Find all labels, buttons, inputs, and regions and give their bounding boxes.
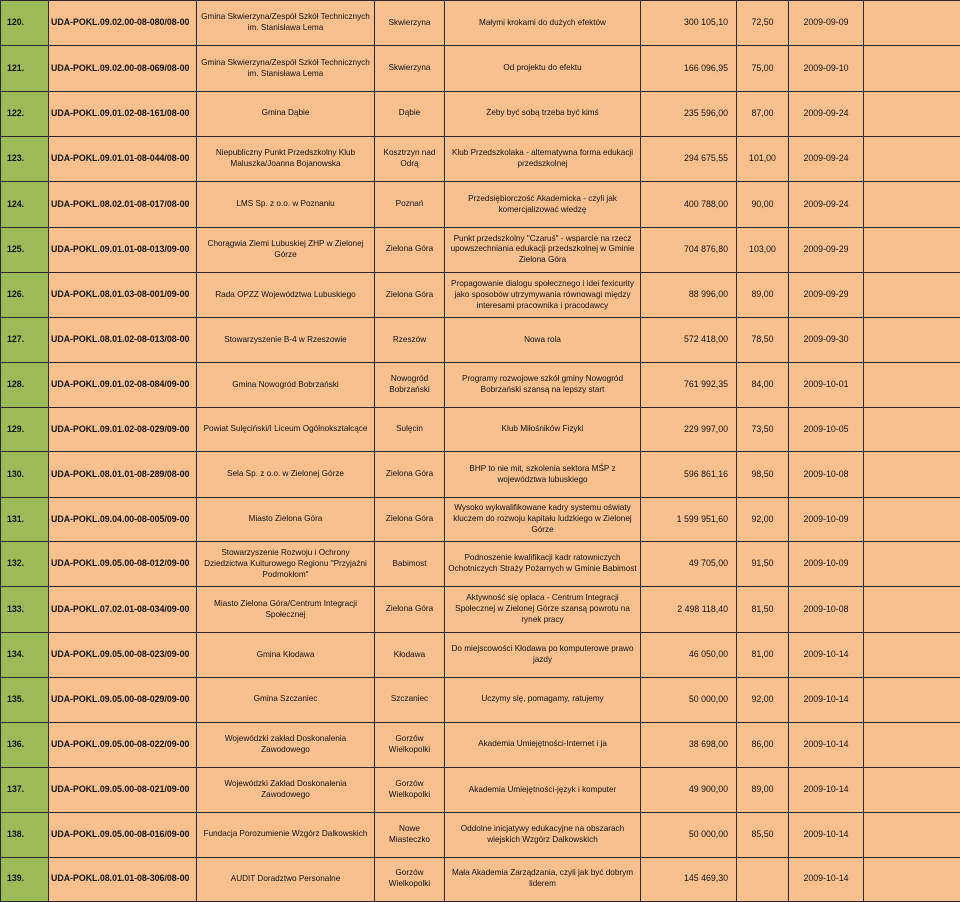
beneficiary-place: Nowe Miasteczko	[375, 813, 445, 857]
row-number: 121.	[1, 46, 49, 91]
beneficiary-place: Rzeszów	[375, 318, 445, 362]
signing-date: 2009-10-14	[789, 767, 864, 812]
row-number: 125.	[1, 227, 49, 272]
beneficiary-place: Zielona Góra	[375, 587, 445, 632]
score-value: 81,50	[737, 587, 789, 632]
agreement-number: UDA-POKL.08.01.01-08-306/08-00	[49, 857, 197, 901]
table-row	[1, 722, 960, 767]
signing-date: 2009-09-09	[789, 1, 864, 46]
table-row	[1, 497, 960, 541]
row-number: 131.	[1, 497, 49, 541]
score-value	[737, 857, 789, 901]
agreement-number: UDA-POKL.09.04.00-08-005/09-00	[49, 497, 197, 541]
empty-cell	[864, 767, 960, 812]
agreement-number: UDA-POKL.09.05.00-08-023/09-00	[49, 632, 197, 677]
empty-cell	[864, 587, 960, 632]
empty-cell	[864, 318, 960, 362]
score-value: 101,00	[737, 137, 789, 182]
agreement-number: UDA-POKL.09.01.01-08-013/09-00	[49, 227, 197, 272]
empty-cell	[864, 632, 960, 677]
row-number: 139.	[1, 857, 49, 901]
agreement-number: UDA-POKL.09.01.02-08-161/08-00	[49, 91, 197, 136]
score-value: 91,50	[737, 542, 789, 587]
row-number: 136.	[1, 722, 49, 767]
beneficiary-name: Wojewódzki zakład Doskonalenia Zawodowego	[197, 722, 375, 767]
funding-amount: 294 675,55	[641, 137, 737, 182]
empty-cell	[864, 137, 960, 182]
funding-amount: 572 418,00	[641, 318, 737, 362]
empty-cell	[864, 273, 960, 318]
project-title: Podnoszenie kwalifikacji kadr ratowniczych Ochotniczych Straży Pożarnych w Gminie Babimost	[445, 542, 641, 587]
score-value: 81,00	[737, 632, 789, 677]
signing-date: 2009-09-24	[789, 91, 864, 136]
signing-date: 2009-10-14	[789, 632, 864, 677]
project-title: Do miejscowości Kłodawa po komputerowe prawo jazdy	[445, 632, 641, 677]
agreement-number: UDA-POKL.08.02.01-08-017/08-00	[49, 182, 197, 227]
agreement-number: UDA-POKL.09.05.00-08-016/09-00	[49, 813, 197, 857]
table-row	[1, 182, 960, 227]
funding-amount: 145 469,30	[641, 857, 737, 901]
project-title: Przedsiębiorczość Akademicka - czyli jak komercjalizować wiedzę	[445, 182, 641, 227]
score-value: 86,00	[737, 722, 789, 767]
score-value: 103,00	[737, 227, 789, 272]
row-number: 128.	[1, 362, 49, 407]
beneficiary-place: Gorzów Wielkopolki	[375, 857, 445, 901]
agreement-number: UDA-POKL.09.02.00-08-069/08-00	[49, 46, 197, 91]
funding-amount: 49 705,00	[641, 542, 737, 587]
funding-amount: 235 596,00	[641, 91, 737, 136]
project-title: Propagowanie dialogu społecznego i idei fexicurity jako sposobów utrzymywania równowagi między interesami pracownika i pracodawcy	[445, 273, 641, 318]
beneficiary-name: Miasto Zielona Góra/Centrum Integracji Społecznej	[197, 587, 375, 632]
beneficiary-name: Gmina Kłodawa	[197, 632, 375, 677]
signing-date: 2009-10-08	[789, 452, 864, 497]
row-number: 126.	[1, 273, 49, 318]
beneficiary-place: Nowogród Bobrzański	[375, 362, 445, 407]
table-row	[1, 408, 960, 452]
agreement-number: UDA-POKL.09.01.01-08-044/08-00	[49, 137, 197, 182]
beneficiary-name: Sela Sp. z o.o. w Zielonej Górze	[197, 452, 375, 497]
project-title: Od projektu do efektu	[445, 46, 641, 91]
beneficiary-place: Zielona Góra	[375, 227, 445, 272]
table-row	[1, 632, 960, 677]
signing-date: 2009-10-05	[789, 408, 864, 452]
row-number: 130.	[1, 452, 49, 497]
beneficiary-name: Gmina Dąbie	[197, 91, 375, 136]
row-number: 124.	[1, 182, 49, 227]
project-title: Żeby być sobą trzeba być kimś	[445, 91, 641, 136]
beneficiary-name: Wojewódzki Zakład Doskonalenia Zawodowego	[197, 767, 375, 812]
beneficiary-name: Stowarzyszenie B-4 w Rzeszowie	[197, 318, 375, 362]
empty-cell	[864, 408, 960, 452]
row-number: 135.	[1, 678, 49, 722]
beneficiary-place: Kosztrzyn nad Odrą	[375, 137, 445, 182]
empty-cell	[864, 46, 960, 91]
beneficiary-place: Zielona Góra	[375, 497, 445, 541]
agreement-number: UDA-POKL.09.05.00-08-029/09-00	[49, 678, 197, 722]
empty-cell	[864, 227, 960, 272]
funding-amount: 38 698,00	[641, 722, 737, 767]
signing-date: 2009-09-29	[789, 227, 864, 272]
table-row	[1, 137, 960, 182]
project-title: Klub Przedszkolaka - alternatywna forma edukacji przedszkolnej	[445, 137, 641, 182]
table-row	[1, 767, 960, 812]
agreement-number: UDA-POKL.09.05.00-08-022/09-00	[49, 722, 197, 767]
funding-amount: 50 000,00	[641, 678, 737, 722]
signing-date: 2009-10-01	[789, 362, 864, 407]
row-number: 137.	[1, 767, 49, 812]
beneficiary-name: Powiat Sulęciński/I Liceum Ogólnokształcące	[197, 408, 375, 452]
score-value: 90,00	[737, 182, 789, 227]
project-title: Mała Akademia Zarządzania, czyli jak być dobrym liderem	[445, 857, 641, 901]
beneficiary-name: Chorągwia Ziemi Lubuskiej ZHP w Zielonej Górze	[197, 227, 375, 272]
signing-date: 2009-10-09	[789, 542, 864, 587]
table-row	[1, 542, 960, 587]
signing-date: 2009-10-08	[789, 587, 864, 632]
beneficiary-name: Niepubliczny Punkt Przedszkolny Klub Maluszka/Joanna Bojanowska	[197, 137, 375, 182]
agreement-number: UDA-POKL.09.02.00-08-080/08-00	[49, 1, 197, 46]
beneficiary-place: Babimost	[375, 542, 445, 587]
empty-cell	[864, 678, 960, 722]
beneficiary-place: Gorzów Wielkopolki	[375, 722, 445, 767]
beneficiary-name: LMS Sp. z o.o. w Poznaniu	[197, 182, 375, 227]
beneficiary-place: Kłodawa	[375, 632, 445, 677]
beneficiary-place: Skwierzyna	[375, 1, 445, 46]
score-value: 72,50	[737, 1, 789, 46]
agreement-number: UDA-POKL.08.01.03-08-001/09-00	[49, 273, 197, 318]
beneficiary-name: AUDIT Doradztwo Personalne	[197, 857, 375, 901]
beneficiary-place: Poznań	[375, 182, 445, 227]
table-row	[1, 91, 960, 136]
row-number: 132.	[1, 542, 49, 587]
table-row	[1, 227, 960, 272]
row-number: 129.	[1, 408, 49, 452]
score-value: 92,00	[737, 497, 789, 541]
row-number: 133.	[1, 587, 49, 632]
score-value: 89,00	[737, 273, 789, 318]
signing-date: 2009-09-24	[789, 137, 864, 182]
score-value: 98,50	[737, 452, 789, 497]
score-value: 84,00	[737, 362, 789, 407]
beneficiary-name: Rada OPZZ Województwa Lubuskiego	[197, 273, 375, 318]
empty-cell	[864, 362, 960, 407]
funding-amount: 46 050,00	[641, 632, 737, 677]
funding-amount: 596 861,16	[641, 452, 737, 497]
empty-cell	[864, 542, 960, 587]
score-value: 87,00	[737, 91, 789, 136]
empty-cell	[864, 91, 960, 136]
beneficiary-name: Gmina Szczaniec	[197, 678, 375, 722]
agreement-number: UDA-POKL.09.01.02-08-029/09-00	[49, 408, 197, 452]
beneficiary-place: Zielona Góra	[375, 452, 445, 497]
empty-cell	[864, 857, 960, 901]
agreement-number: UDA-POKL.08.01.01-08-289/08-00	[49, 452, 197, 497]
row-number: 120.	[1, 1, 49, 46]
funding-amount: 50 000,00	[641, 813, 737, 857]
beneficiary-place: Sulęcin	[375, 408, 445, 452]
table-row	[1, 46, 960, 91]
funding-amount: 761 992,35	[641, 362, 737, 407]
table-row	[1, 1, 960, 46]
table-row	[1, 857, 960, 901]
signing-date: 2009-10-14	[789, 857, 864, 901]
agreement-number: UDA-POKL.07.02.01-08-034/09-00	[49, 587, 197, 632]
funding-amount: 88 996,00	[641, 273, 737, 318]
score-value: 92,00	[737, 678, 789, 722]
signing-date: 2009-09-10	[789, 46, 864, 91]
beneficiary-name: Miasto Zielona Góra	[197, 497, 375, 541]
score-value: 78,50	[737, 318, 789, 362]
row-number: 123.	[1, 137, 49, 182]
project-title: Aktywność się opłaca - Centrum Integracji Społecznej w Zielonej Górze szansą powrotu na rynek pracy	[445, 587, 641, 632]
beneficiary-place: Gorzów Wielkopolki	[375, 767, 445, 812]
table-row	[1, 452, 960, 497]
project-title: Nowa rola	[445, 318, 641, 362]
beneficiary-name: Gmina Skwierzyna/Zespół Szkół Technicznych im. Stanisława Lema	[197, 46, 375, 91]
table-row	[1, 587, 960, 632]
agreement-number: UDA-POKL.08.01.02-08-013/08-00	[49, 318, 197, 362]
table-row	[1, 678, 960, 722]
row-number: 138.	[1, 813, 49, 857]
project-title: BHP to nie mit, szkolenia sektora MŚP z województwa lubuskiego	[445, 452, 641, 497]
table-row	[1, 273, 960, 318]
signing-date: 2009-10-09	[789, 497, 864, 541]
empty-cell	[864, 497, 960, 541]
row-number: 127.	[1, 318, 49, 362]
signing-date: 2009-10-14	[789, 678, 864, 722]
row-number: 122.	[1, 91, 49, 136]
project-title: Wysoko wykwalifikowane kadry systemu oświaty kluczem do rozwoju kapitału ludzkiego w Zielonej Górze	[445, 497, 641, 541]
empty-cell	[864, 813, 960, 857]
beneficiary-name: Stowarzyszenie Rozwoju i Ochrony Dziedzictwa Kulturowego Regionu "Przyjaźni Podmokłom"	[197, 542, 375, 587]
score-value: 89,00	[737, 767, 789, 812]
empty-cell	[864, 452, 960, 497]
signing-date: 2009-09-29	[789, 273, 864, 318]
score-value: 85,50	[737, 813, 789, 857]
signing-date: 2009-09-24	[789, 182, 864, 227]
beneficiary-place: Dąbie	[375, 91, 445, 136]
empty-cell	[864, 722, 960, 767]
table-row	[1, 318, 960, 362]
agreement-number: UDA-POKL.09.05.00-08-021/09-00	[49, 767, 197, 812]
empty-cell	[864, 1, 960, 46]
funding-amount: 400 788,00	[641, 182, 737, 227]
funding-amount: 229 997,00	[641, 408, 737, 452]
project-title: Małymi krokami do dużych efektów	[445, 1, 641, 46]
signing-date: 2009-09-30	[789, 318, 864, 362]
beneficiary-name: Gmina Nowogród Bobrzański	[197, 362, 375, 407]
project-title: Programy rozwojowe szkół gminy Nowogród Bobrzański szansą na lepszy start	[445, 362, 641, 407]
project-title: Oddolne inicjatywy edukacyjne na obszarach wiejskich Wzgórz Dalkowskich	[445, 813, 641, 857]
table-row	[1, 813, 960, 857]
score-value: 73,50	[737, 408, 789, 452]
beneficiary-place: Zielona Góra	[375, 273, 445, 318]
beneficiary-place: Skwierzyna	[375, 46, 445, 91]
project-title: Uczymy się, pomagamy, ratujemy	[445, 678, 641, 722]
agreement-number: UDA-POKL.09.05.00-08-012/09-00	[49, 542, 197, 587]
funding-amount: 704 876,80	[641, 227, 737, 272]
funding-amount: 2 498 118,40	[641, 587, 737, 632]
table-body	[1, 1, 960, 902]
empty-cell	[864, 182, 960, 227]
agreement-number: UDA-POKL.09.01.02-08-084/09-00	[49, 362, 197, 407]
beneficiary-name: Fundacja Porozumienie Wzgórz Dalkowskich	[197, 813, 375, 857]
project-title: Akademia Umiejętności-Internet i ja	[445, 722, 641, 767]
score-value: 75,00	[737, 46, 789, 91]
beneficiary-place: Szczaniec	[375, 678, 445, 722]
funding-amount: 166 096,95	[641, 46, 737, 91]
project-title: Punkt przedszkolny "Czaruś" - wsparcie na rzecz upowszechniania edukacji przedszkolnej w Gminie Zielona Góra	[445, 227, 641, 272]
row-number: 134.	[1, 632, 49, 677]
table-row	[1, 362, 960, 407]
project-title: Klub Miłośników Fizyki	[445, 408, 641, 452]
beneficiary-name: Gmina Skwierzyna/Zespół Szkół Technicznych im. Stanisława Lema	[197, 1, 375, 46]
funding-amount: 49 900,00	[641, 767, 737, 812]
funding-amount: 300 105,10	[641, 1, 737, 46]
funding-amount: 1 599 951,60	[641, 497, 737, 541]
signing-date: 2009-10-14	[789, 813, 864, 857]
signing-date: 2009-10-14	[789, 722, 864, 767]
project-title: Akademia Umiejętności-język i komputer	[445, 767, 641, 812]
